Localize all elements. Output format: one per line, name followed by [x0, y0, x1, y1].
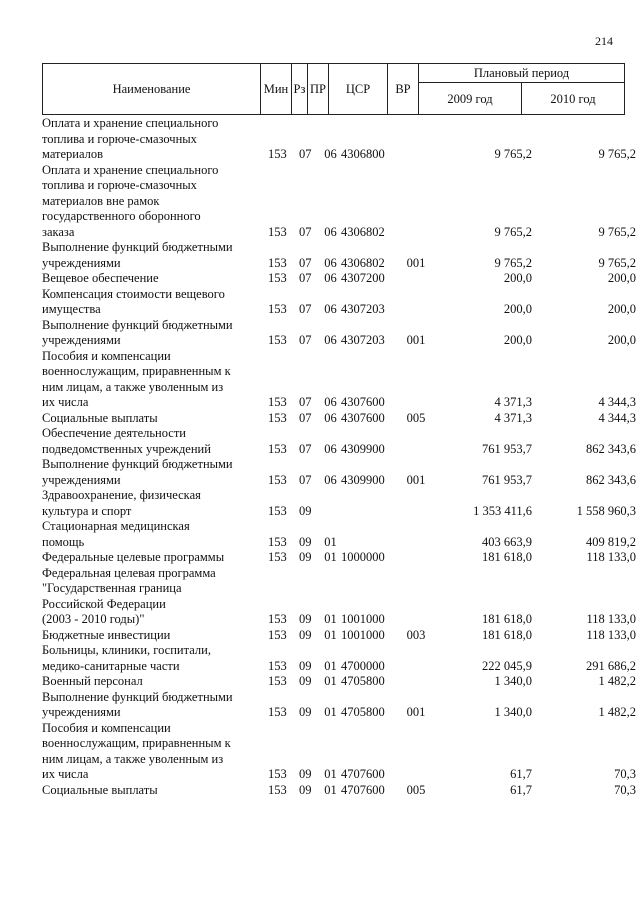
row-csr: 1000000	[341, 550, 385, 564]
row-value-2009: 4 371,3	[494, 395, 532, 409]
row-pr: 06	[324, 333, 337, 347]
row-vr	[400, 674, 432, 690]
row-vr	[400, 643, 432, 674]
row-pr: 01	[324, 534, 337, 549]
row-value-2009: 761 953,7	[482, 441, 532, 456]
row-min: 153	[268, 503, 287, 518]
row-pr: 06	[324, 147, 337, 161]
row-vr: 005	[406, 782, 426, 797]
row-vr	[400, 287, 432, 318]
row-name: Оплата и хранение специального топлива и горюче-смазочных материалов	[42, 116, 219, 161]
row-min: 153	[268, 674, 287, 688]
row-rz: 07	[299, 224, 312, 239]
row-csr: 4705800	[341, 674, 385, 688]
row-name: Социальные выплаты	[42, 410, 158, 425]
row-rz: 09	[299, 503, 312, 518]
row-pr: 06	[324, 395, 337, 409]
page-number: 214	[595, 34, 613, 48]
table-row	[42, 674, 640, 690]
row-value-2010: 862 343,6	[586, 472, 636, 487]
row-rz: 09	[299, 550, 312, 564]
row-value-2009: 9 765,2	[494, 224, 532, 239]
table-header	[42, 63, 625, 115]
header-name: Наименование	[43, 64, 261, 115]
row-pr: 01	[324, 658, 337, 673]
row-min: 153	[268, 534, 287, 549]
table-row	[42, 690, 640, 721]
row-pr: 06	[324, 271, 337, 285]
row-value-2010: 200,0	[607, 302, 636, 316]
table-row	[42, 411, 640, 427]
table-row	[42, 488, 640, 519]
row-min: 153	[268, 147, 287, 161]
row-rz: 09	[299, 612, 312, 626]
row-vr: 001	[406, 333, 426, 347]
row-value-2009: 9 765,2	[494, 255, 532, 270]
row-value-2010: 70,3	[614, 767, 636, 781]
row-value-2009: 61,7	[510, 782, 532, 797]
row-pr: 06	[324, 441, 337, 456]
row-vr: 001	[406, 705, 426, 719]
row-rz: 07	[299, 395, 312, 409]
row-name: Военный персонал	[42, 674, 143, 688]
row-vr	[400, 163, 432, 241]
row-value-2010: 118 133,0	[586, 550, 636, 564]
row-rz: 09	[299, 534, 312, 549]
row-value-2009: 9 765,2	[494, 147, 532, 161]
row-vr	[400, 550, 432, 566]
table-row	[42, 643, 640, 674]
row-min: 153	[268, 627, 287, 642]
row-csr: 4700000	[341, 658, 385, 673]
table-row	[42, 287, 640, 318]
row-min: 153	[268, 255, 287, 270]
row-pr: 06	[324, 224, 337, 239]
row-csr: 4307200	[341, 271, 385, 285]
row-value-2010: 1 558 960,3	[576, 503, 636, 518]
row-pr: 01	[324, 674, 337, 688]
table-row	[42, 783, 640, 799]
row-value-2010: 70,3	[614, 782, 636, 797]
row-name: Выполнение функций бюджетными учреждениями	[42, 689, 233, 719]
row-min: 153	[268, 472, 287, 487]
row-rz: 07	[299, 472, 312, 487]
row-csr: 4307600	[341, 410, 385, 425]
header-year-2009: 2009 год	[419, 83, 522, 115]
table-row	[42, 457, 640, 488]
row-vr: 001	[406, 472, 426, 487]
table-row	[42, 426, 640, 457]
table-row	[42, 271, 640, 287]
table-row	[42, 116, 640, 163]
row-rz: 07	[299, 147, 312, 161]
row-csr: 4309900	[341, 441, 385, 456]
table-row	[42, 550, 640, 566]
row-value-2009: 200,0	[503, 302, 532, 316]
row-vr: 003	[406, 627, 426, 642]
row-csr: 4307203	[341, 333, 385, 347]
table-row	[42, 318, 640, 349]
row-min: 153	[268, 410, 287, 425]
table-row	[42, 566, 640, 628]
row-rz: 07	[299, 255, 312, 270]
row-value-2010: 200,0	[607, 271, 636, 285]
row-value-2009: 181 618,0	[482, 627, 532, 642]
row-rz: 09	[299, 767, 312, 781]
row-value-2009: 200,0	[503, 271, 532, 285]
row-pr: 01	[324, 612, 337, 626]
header-pr: ПР	[308, 64, 329, 115]
row-csr	[341, 519, 400, 550]
row-rz: 07	[299, 302, 312, 316]
row-vr: 001	[406, 255, 426, 270]
row-csr: 1001000	[341, 627, 385, 642]
row-pr: 01	[324, 627, 337, 642]
row-csr: 4306802	[341, 255, 385, 270]
row-vr	[400, 116, 432, 163]
row-value-2010: 4 344,3	[598, 395, 636, 409]
row-min: 153	[268, 658, 287, 673]
row-pr: 06	[324, 255, 337, 270]
row-name: Вещевое обеспечение	[42, 271, 159, 285]
row-csr: 4306800	[341, 147, 385, 161]
row-value-2009: 4 371,3	[494, 410, 532, 425]
budget-table	[42, 116, 640, 798]
row-name: Стационарная медицинская помощь	[42, 519, 190, 549]
row-min: 153	[268, 302, 287, 316]
row-name: Федеральная целевая программа "Государственная граница Российской Федерации (2003 - 2010 годы)"	[42, 565, 216, 626]
row-name: Оплата и хранение специального топлива и горюче-смазочных материалов вне рамок государственного оборонного заказа	[42, 162, 219, 239]
table-row	[42, 721, 640, 783]
row-vr	[400, 721, 432, 783]
table-row	[42, 519, 640, 550]
row-vr	[400, 426, 432, 457]
header-vr: ВР	[388, 64, 419, 115]
row-rz: 07	[299, 410, 312, 425]
row-pr: 01	[324, 782, 337, 797]
row-name: Обеспечение деятельности подведомственных учреждений	[42, 426, 211, 456]
row-csr: 4306802	[341, 224, 385, 239]
row-rz: 09	[299, 674, 312, 688]
header-rz: Рз	[292, 64, 308, 115]
row-name: Выполнение функций бюджетными учреждениями	[42, 457, 233, 487]
row-min: 153	[268, 333, 287, 347]
row-csr: 4307600	[341, 395, 385, 409]
header-year-2010: 2010 год	[522, 83, 625, 115]
row-value-2009: 222 045,9	[482, 658, 532, 673]
row-value-2010: 1 482,2	[598, 705, 636, 719]
row-name: Бюджетные инвестиции	[42, 627, 171, 642]
row-name: Социальные выплаты	[42, 782, 158, 797]
row-min: 153	[268, 705, 287, 719]
row-value-2009: 181 618,0	[482, 612, 532, 626]
row-rz: 07	[299, 441, 312, 456]
row-vr	[400, 488, 432, 519]
row-rz: 09	[299, 782, 312, 797]
row-value-2010: 9 765,2	[598, 255, 636, 270]
row-rz: 09	[299, 627, 312, 642]
row-rz: 07	[299, 333, 312, 347]
row-value-2010: 1 482,2	[598, 674, 636, 688]
row-pr: 06	[324, 472, 337, 487]
row-value-2010: 118 133,0	[586, 612, 636, 626]
row-csr: 4307203	[341, 302, 385, 316]
row-pr	[320, 488, 341, 519]
row-min: 153	[268, 767, 287, 781]
table-row	[42, 163, 640, 241]
row-value-2009: 1 353 411,6	[473, 503, 532, 518]
row-value-2009: 1 340,0	[494, 674, 532, 688]
row-name: Больницы, клиники, госпитали, медико-санитарные части	[42, 643, 211, 673]
header-min: Мин	[261, 64, 292, 115]
row-min: 153	[268, 395, 287, 409]
row-value-2009: 403 663,9	[482, 534, 532, 549]
row-pr: 06	[324, 302, 337, 316]
row-pr: 01	[324, 550, 337, 564]
row-value-2009: 200,0	[503, 333, 532, 347]
row-pr: 01	[324, 705, 337, 719]
row-value-2010: 9 765,2	[598, 147, 636, 161]
row-csr: 4707600	[341, 767, 385, 781]
row-rz: 09	[299, 658, 312, 673]
row-value-2010: 4 344,3	[598, 410, 636, 425]
row-value-2010: 9 765,2	[598, 224, 636, 239]
header-planned-period: Плановый период	[419, 64, 625, 83]
row-vr: 005	[406, 410, 426, 425]
row-min: 153	[268, 441, 287, 456]
row-csr: 1001000	[341, 612, 385, 626]
row-value-2010: 409 819,2	[586, 534, 636, 549]
row-value-2010: 200,0	[607, 333, 636, 347]
table-row	[42, 349, 640, 411]
row-csr	[341, 488, 400, 519]
row-name: Компенсация стоимости вещевого имущества	[42, 286, 225, 316]
row-rz: 07	[299, 271, 312, 285]
row-name: Выполнение функций бюджетными учреждениями	[42, 317, 233, 347]
row-vr	[400, 349, 432, 411]
row-pr: 01	[324, 767, 337, 781]
row-name: Федеральные целевые программы	[42, 550, 225, 564]
row-min: 153	[268, 612, 287, 626]
row-value-2010: 291 686,2	[586, 658, 636, 673]
budget-table-body	[42, 116, 640, 798]
row-vr	[400, 271, 432, 287]
row-value-2009: 181 618,0	[482, 550, 532, 564]
row-csr: 4705800	[341, 705, 385, 719]
row-csr: 4309900	[341, 472, 385, 487]
row-name: Выполнение функций бюджетными учреждениями	[42, 240, 233, 270]
row-rz: 09	[299, 705, 312, 719]
row-min: 153	[268, 271, 287, 285]
row-min: 153	[268, 224, 287, 239]
table-row	[42, 628, 640, 644]
row-value-2009: 61,7	[510, 767, 532, 781]
row-name: Пособия и компенсации военнослужащим, приравненным к ним лицам, а также уволенным из их числа	[42, 348, 231, 409]
row-min: 153	[268, 782, 287, 797]
row-value-2010: 862 343,6	[586, 441, 636, 456]
row-value-2009: 761 953,7	[482, 472, 532, 487]
row-name: Пособия и компенсации военнослужащим, приравненным к ним лицам, а также уволенным из их числа	[42, 720, 231, 781]
row-vr	[400, 519, 432, 550]
row-name: Здравоохранение, физическая культура и спорт	[42, 488, 201, 518]
row-min: 153	[268, 550, 287, 564]
row-value-2010: 118 133,0	[586, 627, 636, 642]
row-pr: 06	[324, 410, 337, 425]
row-vr	[400, 566, 432, 628]
row-csr: 4707600	[341, 782, 385, 797]
header-csr: ЦСР	[329, 64, 388, 115]
table-row	[42, 240, 640, 271]
row-value-2009: 1 340,0	[494, 705, 532, 719]
